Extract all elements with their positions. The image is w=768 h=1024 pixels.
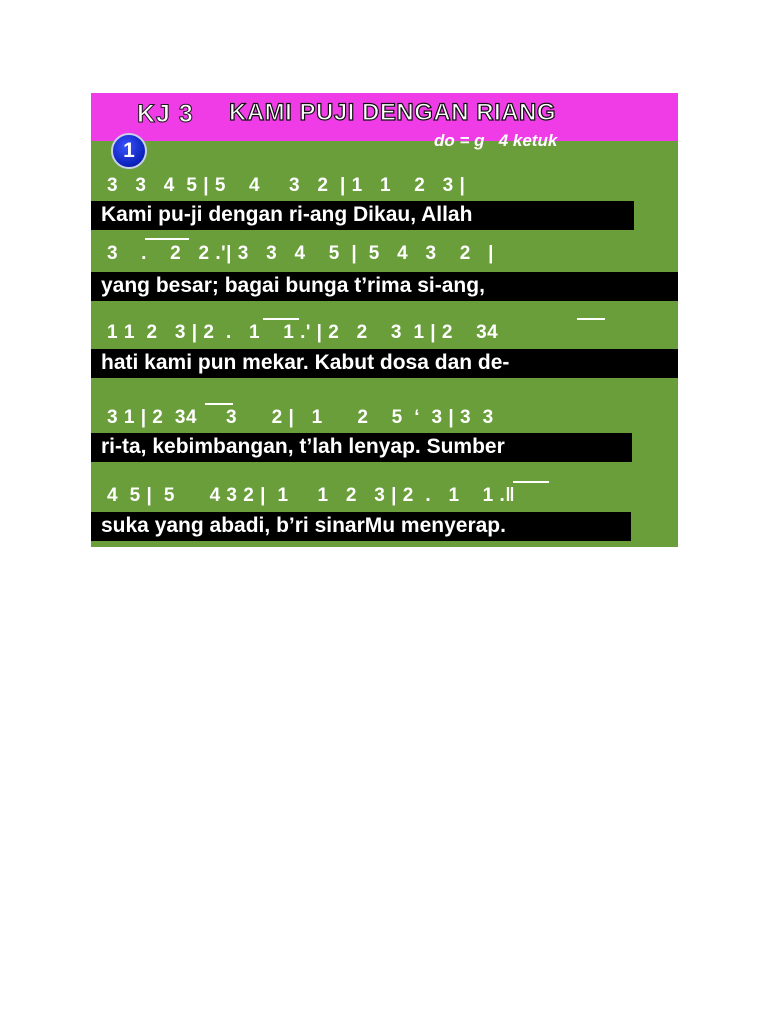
slur-mark	[145, 238, 189, 240]
lyric-bar-5	[91, 512, 631, 541]
lyric-line-3: hati kami pun mekar. Kabut dosa dan de-	[101, 351, 510, 374]
slur-mark	[513, 481, 549, 483]
notation-line-5: 4 5 | 5 4 3 2 | 1 1 2 3 | 2 . 1 1 .‖	[107, 485, 516, 506]
header-bar	[91, 93, 678, 141]
lyric-line-4: ri-ta, kebimbangan, t’lah lenyap. Sumber	[101, 435, 505, 458]
lyric-line-2: yang besar; bagai bunga t’rima si-ang,	[101, 274, 485, 297]
verse-number-badge: 1	[111, 133, 147, 169]
key-signature: do = g 4 ketuk	[434, 131, 558, 150]
hymn-title: KAMI PUJI DENGAN RIANG	[229, 99, 557, 126]
hymn-slide	[91, 93, 678, 547]
lyric-bar-1	[91, 201, 634, 230]
lyric-line-1: Kami pu-ji dengan ri-ang Dikau, Allah	[101, 203, 473, 226]
notation-line-4: 3 1 | 2 34 3 2 | 1 2 5 ‘ 3 | 3 3	[107, 407, 494, 428]
notation-line-2: 3 . 2 2 .'| 3 3 4 5 | 5 4 3 2 |	[107, 243, 494, 264]
lyric-bar-3	[91, 349, 678, 378]
notation-line-1: 3 3 4 5 | 5 4 3 2 | 1 1 2 3 |	[107, 175, 466, 196]
lyric-line-5: suka yang abadi, b’ri sinarMu menyerap.	[101, 514, 506, 537]
slur-mark	[205, 403, 233, 405]
hymn-number: KJ 3	[137, 100, 194, 128]
slur-mark	[263, 318, 299, 320]
lyric-bar-4	[91, 433, 632, 462]
notation-line-3: 1 1 2 3 | 2 . 1 1 .' | 2 2 3 1 | 2 34	[107, 322, 499, 343]
lyric-bar-2	[91, 272, 678, 301]
slur-mark	[577, 318, 605, 320]
